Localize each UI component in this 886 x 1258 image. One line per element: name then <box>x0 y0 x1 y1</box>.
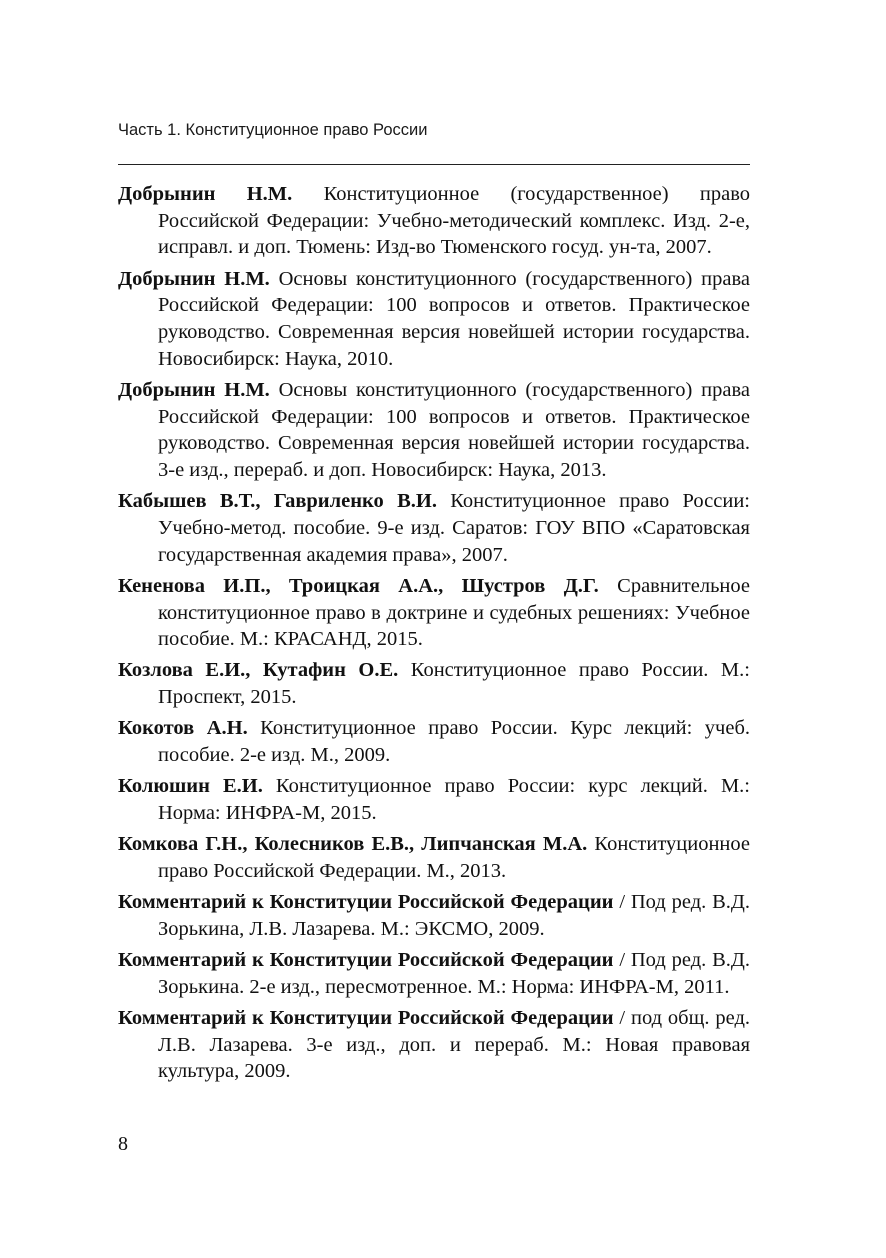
bibliography-entry <box>118 488 750 568</box>
running-head: Часть 1. Конституционное право России <box>118 121 428 139</box>
entry-details: Конституционное право России: курс лекций. М.: Норма: ИНФРА-М, 2015. <box>158 775 751 824</box>
entry-author: Добрынин Н.М. <box>118 378 270 401</box>
bibliography-entry <box>118 889 750 942</box>
entry-author: Кокотов А.Н. <box>118 717 248 740</box>
entry-author: Добрынин Н.М. <box>118 183 293 205</box>
entry-details: Основы конституционного (государственного) права Российской Федерации: 100 вопросов и ответов. Практическое руководство. Современная версия новейшей истории государства. Новосибирск: Наука, 2010. <box>158 267 750 370</box>
entry-details: Конституционное право России. М.: Проспект, 2015. <box>158 659 750 709</box>
entry-details: / Под ред. В.Д. Зорькина. 2-е изд., пересмотренное. М.: Норма: ИНФРА-М, 2011. <box>158 948 750 998</box>
entry-author: Колюшин Е.И. <box>118 775 263 798</box>
entry-details: Основы конституционного (государственного) права Российской Федерации: 100 вопросов и ответов. Практическое руководство. Современная версия новейшей истории государства. 3-е изд., перераб. и доп. Новосибирск: Наука, 2013. <box>158 378 750 482</box>
entry-details: Конституционное (государственное) право Российской Федерации: Учебно-методический комплекс. Изд. 2-е, исправл. и доп. Тюмень: Изд-во Тюменского госуд. ун-та, 2007. <box>158 183 750 259</box>
entry-author: Комментарий к Конституции Российской Федерации <box>118 948 614 971</box>
entry-author: Комментарий к Конституции Российской Федерации <box>118 1006 614 1029</box>
entry-details: Конституционное право России: Учебно-метод. пособие. 9-е изд. Саратов: ГОУ ВПО «Саратовская государственная академия права», 2007. <box>158 490 751 566</box>
header-rule <box>118 164 750 165</box>
bibliography-entry <box>118 831 750 884</box>
bibliography-entry <box>118 657 750 710</box>
bibliography-entry <box>118 715 750 768</box>
entry-author: Добрынин Н.М. <box>118 267 270 290</box>
page-number: 8 <box>118 1133 128 1155</box>
entry-details: Сравнительное конституционное право в доктрине и судебных решениях: Учебное пособие. М.: КРАСАНД, 2015. <box>158 574 750 651</box>
entry-author: Кабышев В.Т., Гавриленко В.И. <box>118 490 437 513</box>
entry-details: Конституционное право России. Курс лекций: учеб. пособие. 2-е изд. М., 2009. <box>158 717 750 767</box>
bibliography-entry <box>118 773 750 826</box>
entry-details: / под общ. ред. Л.В. Лазарева. 3-е изд., доп. и перераб. М.: Новая правовая культура, 2009. <box>158 1006 751 1083</box>
entry-author: Комкова Г.Н., Колесников Е.В., Липчанская М.А. <box>118 833 588 856</box>
entry-details: Конституционное право Российской Федерации. М., 2013. <box>158 833 750 882</box>
bibliography-entry <box>118 181 750 261</box>
bibliography-entry <box>118 947 750 1000</box>
bibliography-entry <box>118 1005 750 1085</box>
bibliography-list <box>118 181 750 1090</box>
bibliography-entry <box>118 573 750 653</box>
bibliography-entry <box>118 266 750 373</box>
entry-details: / Под ред. В.Д. Зорькина, Л.В. Лазарева. М.: ЭКСМО, 2009. <box>158 891 750 940</box>
entry-author: Кененова И.П., Троицкая А.А., Шустров Д.Г. <box>118 574 599 597</box>
entry-author: Комментарий к Конституции Российской Федерации <box>118 891 614 914</box>
bibliography-entry <box>118 377 750 484</box>
entry-author: Козлова Е.И., Кутафин О.Е. <box>118 659 399 682</box>
